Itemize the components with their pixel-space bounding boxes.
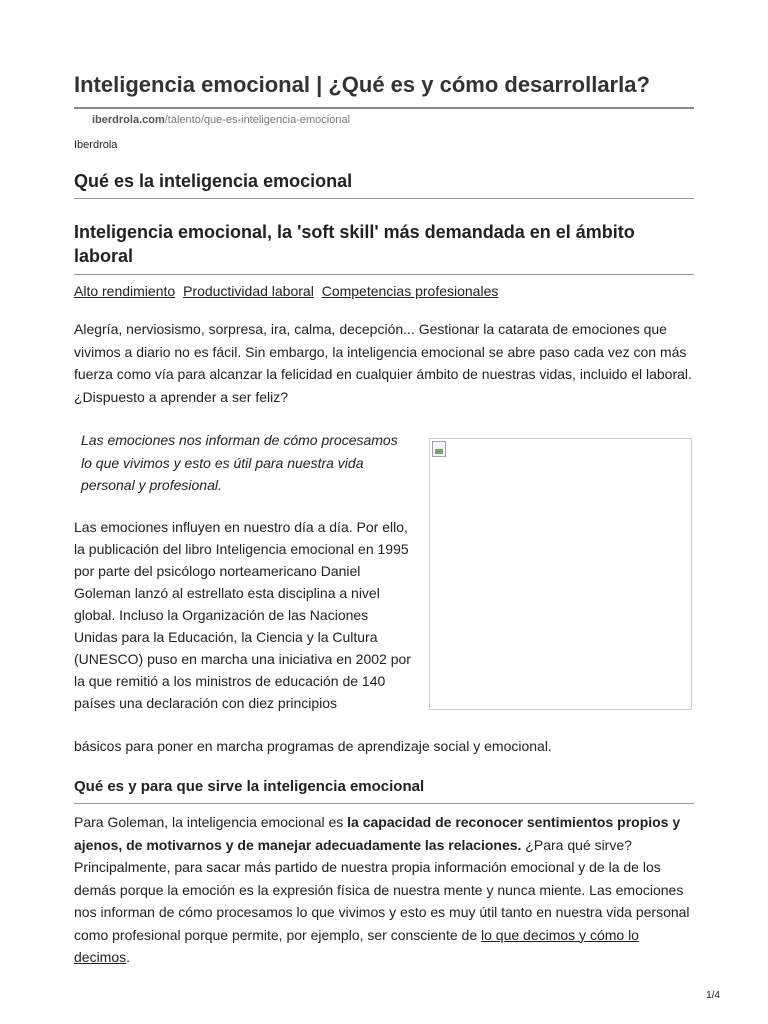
article-headline: Inteligencia emocional, la 'soft skill' más demandada en el ámbito laboral (74, 222, 635, 266)
source-url[interactable] (92, 114, 350, 126)
definition-paragraph (74, 811, 694, 969)
definition-text-start: Para Goleman, la inteligencia emocional es (74, 814, 348, 830)
tag-link-alto-rendimiento[interactable]: Alto rendimiento (74, 283, 176, 299)
pull-quote: Las emociones nos informan de cómo procesamos lo que vivimos y esto es útil para nuestra vida personal y profesional. (81, 432, 398, 493)
tag-link-competencias-profesionales[interactable]: Competencias profesionales (321, 283, 499, 299)
tag-list (74, 283, 502, 299)
intro-paragraph: Alegría, nerviosismo, sorpresa, ira, calma, decepción... Gestionar la catarata de emociones que vivimos a diario no es fácil. Sin embargo, la inteligencia emocional se abre paso cada vez con más fuerza como vía para alcanzar la felicidad en cualquier ámbito de nuestras vidas, incluido el laboral. ¿Dispuesto a aprender a ser feliz? (74, 321, 692, 405)
subheading: Qué es y para que sirve la inteligencia emocional (74, 778, 425, 795)
inline-link[interactable]: lo que decimos y cómo lo decimos (74, 926, 639, 965)
body-paragraph-tail: básicos para poner en marcha programas de aprendizaje social y emocional. (74, 738, 552, 754)
url-domain: iberdrola.com (92, 114, 165, 126)
site-name: Iberdrola (74, 139, 118, 151)
headline-divider (74, 274, 694, 275)
section-title: Qué es la inteligencia emocional (74, 171, 353, 191)
body-paragraph-left: Las emociones influyen en nuestro día a día. Por ello, la publicación del libro Inteligencia emocional en 1995 por parte del psicólogo norteamericano Daniel Goleman lanzó al estrellato esta disciplina a nivel global. Incluso la Organización de las Naciones Unidas para la Educación, la Ciencia y la Cultura (UNESCO) puso en marcha una iniciativa en 2002 por la que remitió a los ministros de educación de 140 países una declaración con diez principios (74, 519, 411, 711)
broken-image-icon (432, 441, 446, 457)
article-image (429, 438, 692, 710)
tag-link-productividad-laboral[interactable]: Productividad laboral (183, 283, 314, 299)
definition-text-mid: ¿Para qué sirve? Principalmente, para sacar más partido de nuestra propia información emocional y de la de los demás porque la emoción es la expresión física de nuestra mente y nunca miente. Las emociones nos informan de cómo procesamos lo que vivimos y esto es muy útil tanto en nuestra vida personal como profesional porque permite, por ejemplo, ser consciente de (74, 836, 690, 943)
page-number: 1/4 (706, 990, 720, 1001)
url-path: /talento/que-es-inteligencia-emocional (164, 114, 351, 126)
section-divider (74, 198, 694, 199)
title-divider (74, 107, 694, 109)
definition-text-end: . (126, 949, 131, 965)
subheading-divider (74, 803, 694, 804)
definition-bold: la capacidad de reconocer sentimientos propios y ajenos, de motivarnos y de manejar adecuadamente las relaciones. (74, 814, 681, 853)
page-title: Inteligencia emocional | ¿Qué es y cómo desarrollarla? (74, 72, 650, 97)
